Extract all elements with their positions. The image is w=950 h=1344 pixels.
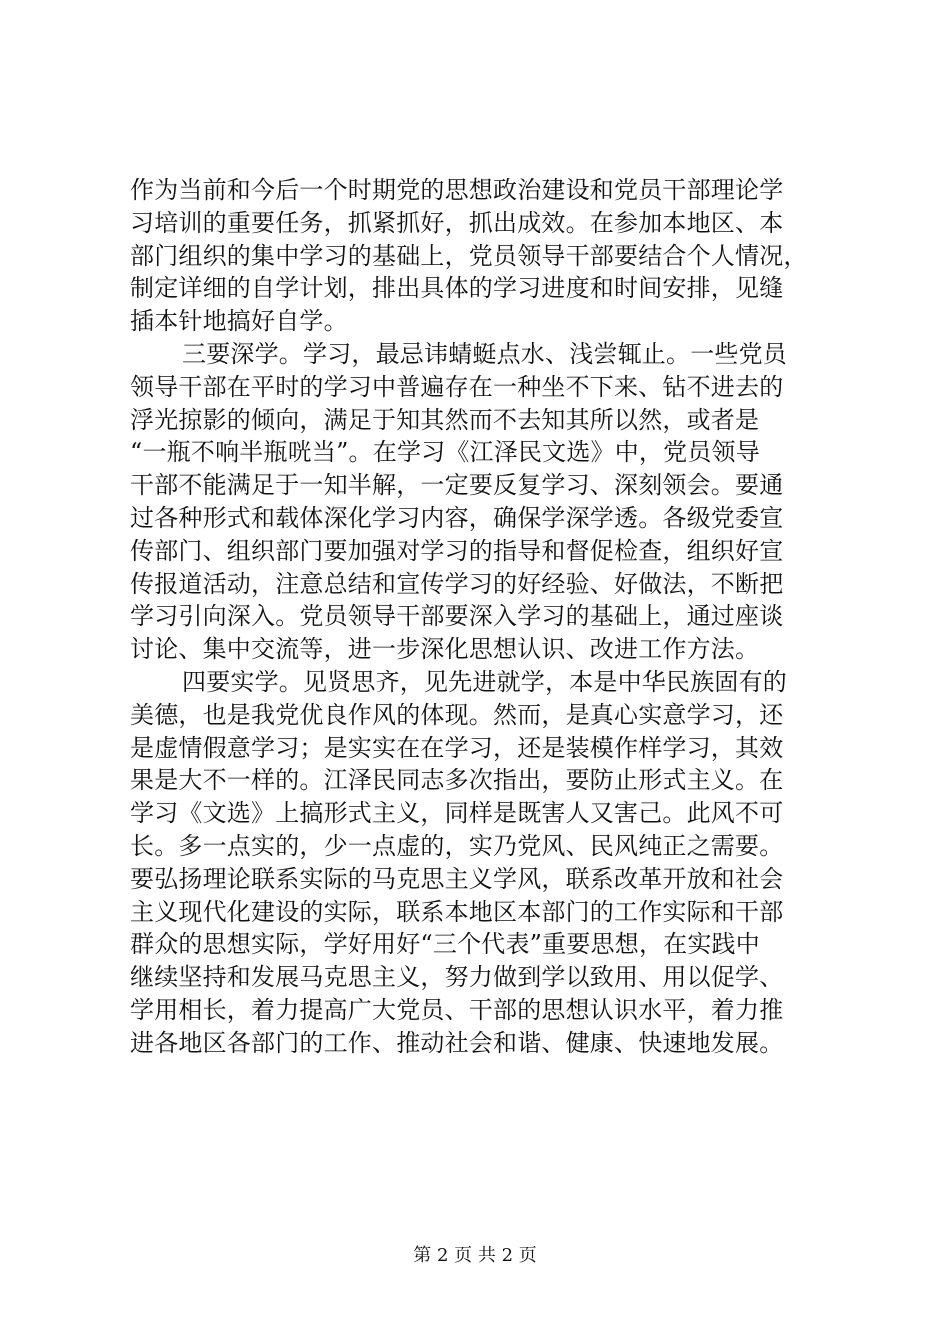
text-line: 学习《文选》上搞形式主义，同样是既害人又害己。此风不可 [130,799,784,828]
text-line: 长。多一点实的，少一点虚的，实乃党风、民风纯正之需要。 [130,831,784,860]
text-line: 传部门、组织部门要加强对学习的指导和督促检查，组织好宣 [130,536,784,565]
text-line: 制定详细的自学计划，排出具体的学习进度和时间安排，见缝 [130,274,784,303]
text-line: 美德，也是我党优良作风的体现。然而，是真心实意学习，还 [130,700,784,729]
text-line: 过各种形式和载体深化学习内容，确保学深学透。各级党委宣 [130,503,784,532]
text-line: 进各地区各部门的工作、推动社会和谐、健康、快速地发展。 [130,1028,784,1057]
text-line: 继续坚持和发展马克思主义，努力做到学以致用、用以促学、 [130,963,784,992]
text-line: 学习引向深入。党员领导干部要深入学习的基础上，通过座谈 [130,602,784,631]
paragraph-1 [130,174,830,338]
text-line: 四要实学。见贤思齐，见先进就学，本是中华民族固有的 [182,667,787,696]
text-line: 传报道活动，注意总结和宣传学习的好经验、好做法，不断把 [130,569,784,598]
text-line: 部门组织的集中学习的基础上，党员领导干部要结合个人情况， [130,241,808,270]
text-line: 要弘扬理论联系实际的马克思主义学风，联系改革开放和社会 [130,864,784,893]
paragraph-2 [130,338,830,666]
text-line: 是虚情假意学习；是实实在在学习，还是装模作样学习，其效 [130,733,784,762]
text-line: 习培训的重要任务，抓紧抓好，抓出成效。在参加本地区、本 [130,208,784,237]
text-line: 三要深学。学习，最忌讳蜻蜓点水、浅尝辄止。一些党员 [182,339,787,368]
text-line: 干部不能满足于一知半解，一定要反复学习、深刻领会。要通 [130,471,784,500]
text-line: “一瓶不响半瓶咣当”。在学习《江泽民文选》中，党员领导 [130,438,760,467]
text-line: 领导干部在平时的学习中普遍存在一种坐不下来、钻不进去的 [130,372,784,401]
text-line: 学用相长，着力提高广大党员、干部的思想认识水平，着力推 [130,995,784,1024]
document-body [130,174,830,1060]
paragraph-3 [130,666,830,1060]
text-line: 讨论、集中交流等，进一步深化思想认识、改进工作方法。 [130,635,760,664]
text-line: 插本针地搞好自学。 [130,307,348,336]
text-line: 果是大不一样的。江泽民同志多次指出，要防止形式主义。在 [130,766,784,795]
text-line: 群众的思想实际，学好用好“三个代表”重要思想，在实践中 [130,930,760,959]
text-line: 主义现代化建设的实际，联系本地区本部门的工作实际和干部 [130,897,784,926]
text-line: 作为当前和今后一个时期党的思想政治建设和党员干部理论学 [130,176,784,204]
page-number-footer: 第 2 页 共 2 页 [413,1245,537,1266]
text-line: 浮光掠影的倾向，满足于知其然而不去知其所以然，或者是 [130,405,760,434]
